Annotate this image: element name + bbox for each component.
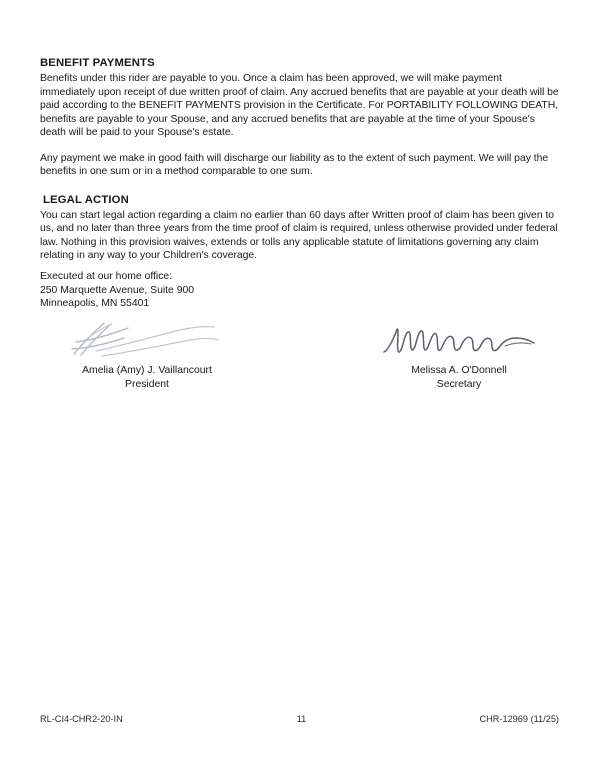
signature-amelia-vaillancourt-icon bbox=[62, 318, 232, 364]
footer-document-code: CHR-12969 (11/25) bbox=[479, 714, 559, 724]
signature-block bbox=[0, 318, 600, 391]
execution-address-block bbox=[40, 270, 194, 311]
section-heading-legal-action: LEGAL ACTION bbox=[43, 193, 129, 206]
section-heading-benefit-payments: BENEFIT PAYMENTS bbox=[40, 57, 155, 69]
signature-title-secretary: Secretary bbox=[436, 378, 482, 390]
document-body bbox=[40, 56, 559, 263]
benefit-payments-paragraph-1: Benefits under this rider are payable to you. Once a claim has been approved, we will make payment immediately upon receipt of due written proof of claim. Any accrued benefits that are payable at your death will be paid according to the BENEFIT PAYMENTS provision in the Certificate. For PORTABILITY FOLLOWING DEATH, benefits are payable to your Spouse, and any accrued benefits that are payable at the time of your Spouse's death will be paid to your Spouse's estate. bbox=[40, 73, 559, 139]
signature-title-president: President bbox=[125, 378, 169, 390]
signature-name-secretary: Melissa A. O'Donnell bbox=[411, 365, 507, 376]
footer-form-number: RL-CI4-CHR2-20-IN bbox=[40, 714, 123, 724]
execution-line-street: 250 Marquette Avenue, Suite 900 bbox=[40, 284, 195, 296]
signature-column-president bbox=[0, 318, 288, 391]
signature-column-secretary bbox=[288, 318, 600, 391]
footer-page-number: 11 bbox=[296, 714, 307, 724]
benefit-payments-paragraph-2: Any payment we make in good faith will discharge our liability as to the extent of such payment. We will pay the benefits in one sum or in a method comparable to one sum. bbox=[40, 152, 549, 178]
signature-melissa-odonnell-icon bbox=[374, 318, 544, 364]
signature-name-president: Amelia (Amy) J. Vaillancourt bbox=[82, 365, 212, 376]
execution-line-city-state-zip: Minneapolis, MN 55401 bbox=[40, 298, 150, 310]
execution-line-executed-at: Executed at our home office: bbox=[40, 271, 173, 282]
legal-action-paragraph-1: You can start legal action regarding a claim no earlier than 60 days after Written proof of claim has been given to us, and no later than three years from the time proof of claim is required, unless otherwise provided under federal law. Nothing in this provision waives, extends or tolls any applicable statute of limitations governing any claim relating in any way to your Children's coverage. bbox=[40, 209, 558, 262]
